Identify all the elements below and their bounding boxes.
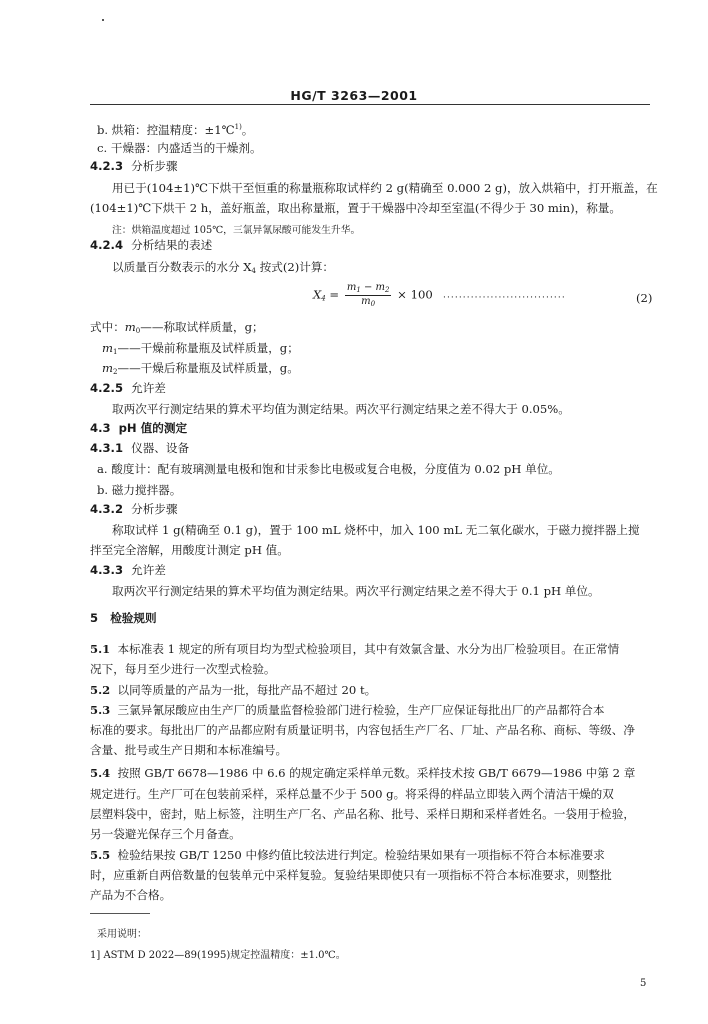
paragraph: 取两次平行测定结果的算术平均值为测定结果。两次平行测定结果之差不得大于 0.05%。 [112, 402, 570, 416]
section-heading: 4.2.3 分析步骤 [90, 159, 178, 173]
paragraph: 规定进行。生产厂可在包装前采样，采样总量不少于 500 g。将采得的样品立即装入两个清洁干燥的双 [90, 787, 614, 801]
paragraph: 时，应重新自两倍数量的包装单元中采样复验。复验结果即使只有一项指标不符合本标准要求，则整批 [90, 868, 612, 882]
scan-speck [102, 19, 104, 21]
definition: $m_1——$干燥前称量瓶及试样质量，g； [102, 341, 299, 356]
item-c-desiccator: c. 干燥器：内盛适当的干燥剂。 [97, 141, 262, 155]
clause-5-3: 5.3 三氯异氰尿酸应由生产厂的质量监督检验部门进行检验，生产厂应保证每批出厂的产品都符合本 [90, 703, 605, 717]
footnote-rule [90, 913, 150, 914]
formula-fraction: $\frac{m_1 - m_2}{m_0}$ [346, 282, 390, 308]
section-heading: 4.2.4 分析结果的表述 [90, 238, 213, 252]
section-heading: 4.3 pH 值的测定 [90, 421, 188, 435]
paragraph: 取两次平行测定结果的算术平均值为测定结果。两次平行测定结果之差不得大于 0.1 pH 单位。 [112, 584, 600, 598]
chapter-heading: 5 检验规则 [90, 611, 157, 625]
section-heading: 4.2.5 允许差 [90, 381, 166, 395]
paragraph: 用已于(104±1)℃下烘干至恒重的称量瓶称取试样约 2 g(精确至 0.000 2 g)，放入烘箱中，打开瓶盖，在 [112, 181, 658, 195]
clause-5-2: 5.2 以同等质量的产品为一批，每批产品不超过 20 t。 [90, 683, 377, 697]
item-b-stirrer: b. 磁力搅拌器。 [97, 483, 182, 497]
formula-2: $X_4$ = $\frac{m_1 - m_2}{m_0}$ × 100 [313, 282, 433, 308]
paragraph: 以质量百分数表示的水分 $X_4$ 按式(2)计算： [112, 260, 335, 275]
clause-5-1: 5.1 本标准表 1 规定的所有项目均为型式检验项目，其中有效氯含量、水分为出厂检验项目。在正常情 [90, 642, 620, 656]
formula-leader-dots: ······························· [443, 293, 566, 303]
item-a-ph-meter: a. 酸度计：配有玻璃测量电极和饱和甘汞参比电极或复合电极，分度值为 0.02 pH 单位。 [97, 462, 560, 476]
section-heading: 4.3.2 分析步骤 [90, 502, 178, 516]
where-definitions: 式中：$m_0——$称取试样质量，g； [90, 320, 264, 335]
footnote-text: 1] ASTM D 2022—89(1995)规定控温精度：±1.0℃。 [90, 950, 346, 961]
standard-code-header: HG/T 3263—2001 [290, 88, 418, 103]
paragraph: 层塑料袋中，密封，贴上标签，注明生产厂名、产品名称、批号、采样日期和采样者姓名。一袋用于检验， [90, 807, 635, 821]
section-heading: 4.3.3 允许差 [90, 563, 166, 577]
header-rule [90, 104, 650, 105]
paragraph: 拌至完全溶解，用酸度计测定 pH 值。 [90, 543, 289, 557]
paragraph: 况下，每月至少进行一次型式检验。 [90, 662, 276, 676]
paragraph: 产品为不合格。 [90, 888, 172, 902]
page-number: 5 [640, 978, 647, 989]
section-heading: 4.3.1 仪器、设备 [90, 441, 190, 455]
paragraph: 另一袋避光保存三个月备查。 [90, 827, 241, 841]
paragraph: 含量、批号或生产日期和本标准编号。 [90, 743, 288, 757]
formula-number: (2) [636, 291, 653, 305]
clause-5-5: 5.5 检验结果按 GB/T 1250 中修约值比较法进行判定。检验结果如果有一项指标不符合本标准要求 [90, 848, 605, 862]
note: 注：烘箱温度超过 105℃，三氯异氰尿酸可能发生升华。 [112, 225, 361, 236]
footnote-ref: 1) [234, 123, 242, 131]
definition: $m_2——$干燥后称量瓶及试样质量，g。 [102, 361, 299, 376]
footnote-title: 采用说明： [97, 929, 147, 940]
paragraph: 称取试样 1 g(精确至 0.1 g)，置于 100 mL 烧杯中，加入 100 mL 无二氧化碳水，于磁力搅拌器上搅 [112, 523, 640, 537]
paragraph: 标准的要求。每批出厂的产品都应附有质量证明书，内容包括生产厂名、厂址、产品名称、商标、等级、净 [90, 723, 635, 737]
item-b-oven: b. 烘箱：控温精度：±1℃$^{1)}$。 [97, 123, 254, 137]
paragraph: (104±1)℃下烘干 2 h，盖好瓶盖，取出称量瓶，置于干燥器中冷却至室温(不得少于 30 min)，称量。 [90, 201, 621, 215]
clause-5-4: 5.4 按照 GB/T 6678—1986 中 6.6 的规定确定采样单元数。采样技术按 GB/T 6679—1986 中第 2 章 [90, 766, 636, 780]
